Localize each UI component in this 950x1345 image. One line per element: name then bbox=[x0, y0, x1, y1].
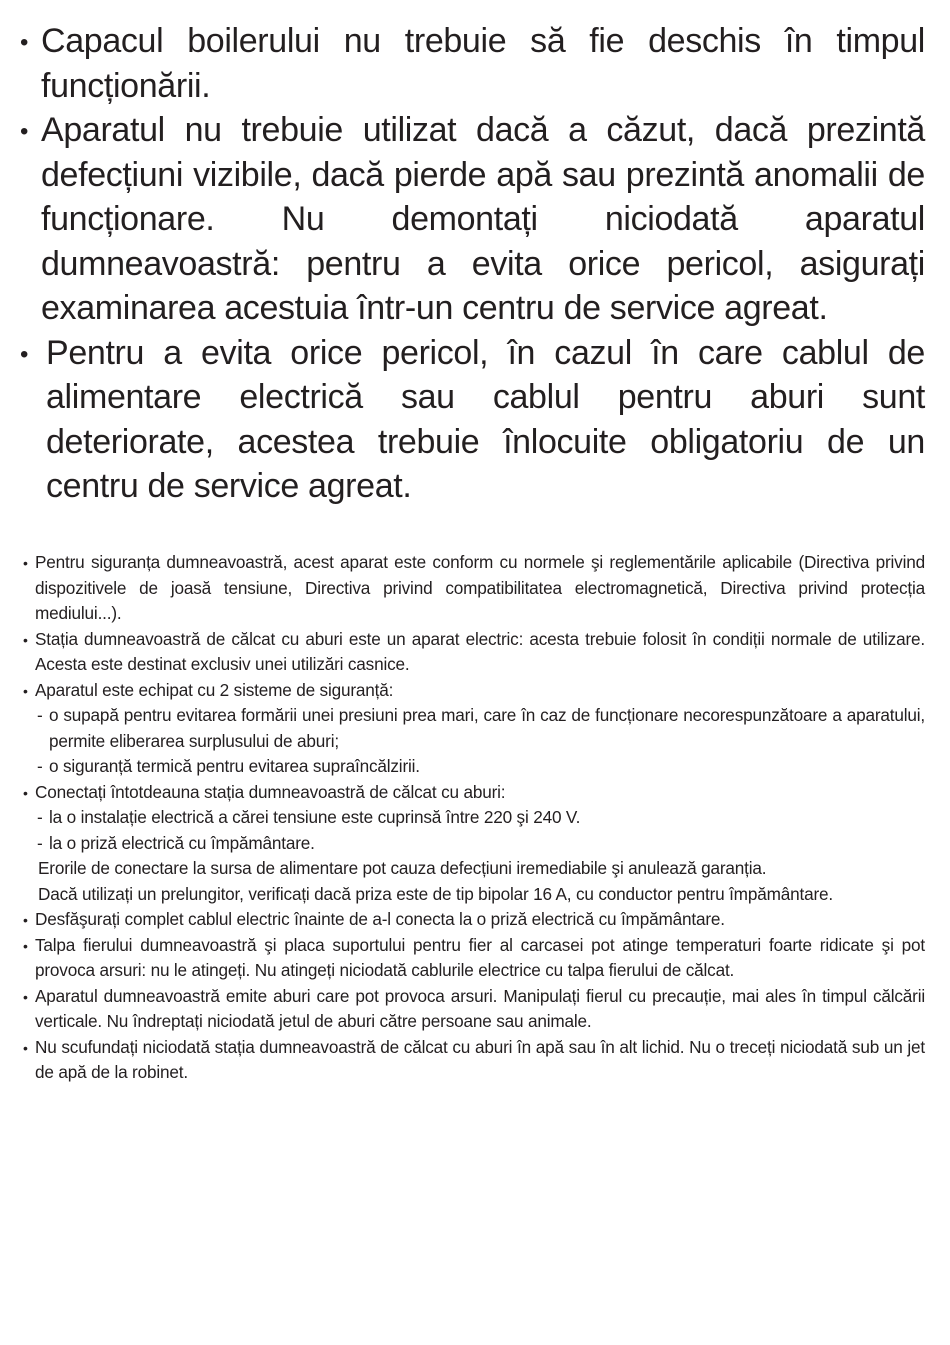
warning-boiler-cap bbox=[20, 19, 925, 108]
dash-icon: - bbox=[37, 807, 43, 827]
warning-text: Capacul boilerului nu trebuie să fie deschis în timpul funcționării. bbox=[41, 22, 925, 105]
bullet-icon: • bbox=[23, 937, 28, 954]
sub-item-text: o siguranță termică pentru evitarea supraîncălzirii. bbox=[49, 756, 420, 776]
warning-text: Aparatul nu trebuie utilizat dacă a căzut, dacă prezintă defecțiuni vizibile, dacă pierde apă sau prezintă anomalii de funcționare. Nu demontați niciodată aparatul dumneavoastră: pentru a evita orice pericol, asigurați examinarea acestuia într-un centru de service agreat. bbox=[41, 111, 925, 327]
info-text: Stația dumneavoastră de călcat cu aburi este un aparat electric: acesta trebuie folosit în condiții normale de utilizare. Acesta este destinat exclusiv unei utilizări casnice. bbox=[35, 628, 925, 674]
sub-item-text: la o instalație electrică a cărei tensiune este cuprinsă între 220 şi 240 V. bbox=[49, 807, 581, 827]
dash-icon: - bbox=[37, 705, 43, 725]
bullet-icon: • bbox=[23, 631, 28, 648]
info-text: Pentru siguranța dumneavoastră, acest aparat este conform cu normele şi reglementările aplicabile (Directiva privind dispozitivele de joasă tensiune, Directiva privind compatibilitatea electromagnetică, Directiva privind protecția mediului...). bbox=[35, 552, 925, 623]
bullet-icon: • bbox=[23, 784, 28, 801]
warning-damaged-cable bbox=[20, 331, 925, 509]
bullet-icon: • bbox=[20, 118, 29, 145]
info-safety-systems bbox=[23, 678, 925, 780]
dash-icon: - bbox=[37, 832, 43, 853]
bullet-icon: • bbox=[20, 29, 29, 56]
info-text: Aparatul este echipat cu 2 sisteme de siguranță: bbox=[35, 679, 394, 700]
sub-item-text: la o priză electrică cu împământare. bbox=[49, 832, 315, 853]
warning-text: Pentru a evita orice pericol, în cazul în care cablul de alimentare electrică sau cablul pentru aburi sunt deteriorate, acestea trebuie înlocuite obligatoriu de un centru de service agreat. bbox=[46, 333, 925, 505]
info-compliance bbox=[23, 550, 925, 627]
info-hot-soleplate bbox=[23, 933, 925, 984]
info-text: Aparatul dumneavoastră emite aburi care pot provoca arsuri. Manipulați fierul cu precauție, mai ales în timpul călcării verticale. Nu îndreptați niciodată jetul de aburi către persoane sau animale. bbox=[35, 985, 925, 1031]
sub-item-pressure-valve bbox=[35, 703, 925, 754]
sub-item-voltage bbox=[35, 805, 925, 831]
extension-cord-note: Dacă utilizați un prelungitor, verificați dacă priza este de tip bipolar 16 A, cu conductor pentru împământare. bbox=[38, 883, 833, 904]
info-steam-burns bbox=[23, 984, 925, 1035]
sub-item-thermal-fuse bbox=[35, 754, 925, 780]
info-no-immersion bbox=[23, 1035, 925, 1086]
dash-icon: - bbox=[37, 756, 43, 776]
info-electrical-connection bbox=[23, 780, 925, 908]
large-warning-list bbox=[20, 19, 925, 509]
bullet-icon: • bbox=[20, 340, 29, 368]
info-text: Nu scufundați niciodată stația dumneavoastră de călcat cu aburi în apă sau în alt lichid. Nu o treceți niciodată sub un jet de apă de la robinet. bbox=[35, 1036, 925, 1082]
info-domestic-use bbox=[23, 627, 925, 678]
info-text: Desfăşurați complet cablul electric înainte de a-l conecta la o priză electrică cu împământare. bbox=[35, 909, 725, 929]
safety-info-list bbox=[23, 550, 925, 1086]
info-unwind-cable bbox=[23, 907, 925, 933]
bullet-icon: • bbox=[23, 555, 28, 571]
warning-damaged-appliance bbox=[20, 108, 925, 331]
bullet-icon: • bbox=[23, 682, 28, 699]
info-text: Talpa fierului dumneavoastră şi placa suportului pentru fier al carcasei pot atinge temperaturi foarte ridicate şi pot provoca arsuri: nu le atingeți. Nu atingeți niciodată cablurile electrice cu talpa fierului de călcat. bbox=[35, 934, 925, 980]
sub-item-text: o supapă pentru evitarea formării unei presiuni prea mari, care în caz de funcționare necorespunzătoare a aparatului, permite eliberarea surplusului de aburi; bbox=[49, 705, 925, 751]
info-text: Conectați întotdeauna stația dumneavoastră de călcat cu aburi: bbox=[35, 781, 506, 802]
connection-error-note: Erorile de conectare la sursa de alimentare pot cauza defecțiuni iremediabile şi anulează garanția. bbox=[38, 858, 767, 878]
sub-item-grounded-socket bbox=[35, 831, 925, 857]
bullet-icon: • bbox=[23, 912, 28, 928]
bullet-icon: • bbox=[23, 1039, 28, 1056]
bullet-icon: • bbox=[23, 988, 28, 1005]
